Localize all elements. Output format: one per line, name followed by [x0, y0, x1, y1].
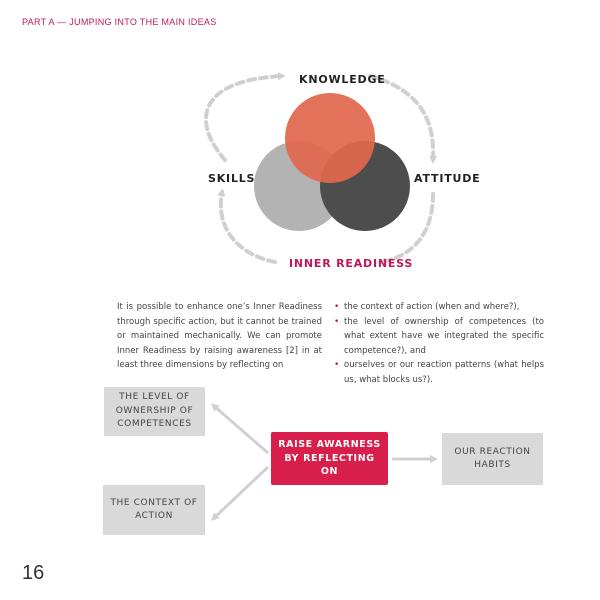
- list-item: [334, 300, 544, 315]
- arrow-to-context: [214, 467, 268, 518]
- inner-readiness-label: INNER READINESS: [289, 257, 414, 270]
- context-box: [103, 485, 205, 535]
- context-box-label: THE CONTEXT OF ACTION: [110, 497, 198, 521]
- intro-paragraph: It is possible to enhance one’s Inner Readiness through specific action, but it cannot be trained or maintained mechanically. We can promote Inner Readiness by raising awareness [2] in at least three dimensions by reflecting on: [117, 302, 322, 370]
- arrow-to-ownership: [214, 406, 268, 453]
- reaction-habits-box: [442, 433, 543, 485]
- raise-box-label: RAISE AWARNESS BY REFLECTING ON: [278, 439, 381, 478]
- page-number: 16: [22, 562, 45, 584]
- list-item: [334, 315, 544, 359]
- bullet-dot-icon: •: [334, 316, 340, 327]
- arrow-skills-to-knowledge: [206, 76, 282, 160]
- ownership-box: [104, 387, 205, 436]
- venn-circles: [254, 93, 410, 231]
- bullet-text: the context of action (when and where?),: [344, 302, 520, 312]
- ownership-box-label: THE LEVEL OF OWNERSHIP OF COMPETENCES: [115, 392, 194, 430]
- dimensions-list: [334, 300, 544, 387]
- bullet-text: the level of ownership of competences (to what extent have we integrated the specific competence?), and: [344, 316, 544, 356]
- attitude-label: ATTITUDE: [414, 172, 481, 185]
- raise-awareness-box: [271, 432, 388, 485]
- skills-label: SKILLS: [208, 172, 256, 185]
- knowledge-label: KNOWLEDGE: [299, 73, 386, 86]
- section-header: PART A — JUMPING INTO THE MAIN IDEAS: [22, 17, 217, 27]
- list-item: [334, 358, 544, 387]
- reaction-box-label: OUR REACTION HABITS: [454, 446, 531, 470]
- bullet-text: ourselves or our reaction patterns (what helps us, what blocks us?).: [344, 360, 544, 385]
- bullet-dot-icon: •: [334, 360, 340, 370]
- bullet-dot-icon: •: [334, 302, 340, 312]
